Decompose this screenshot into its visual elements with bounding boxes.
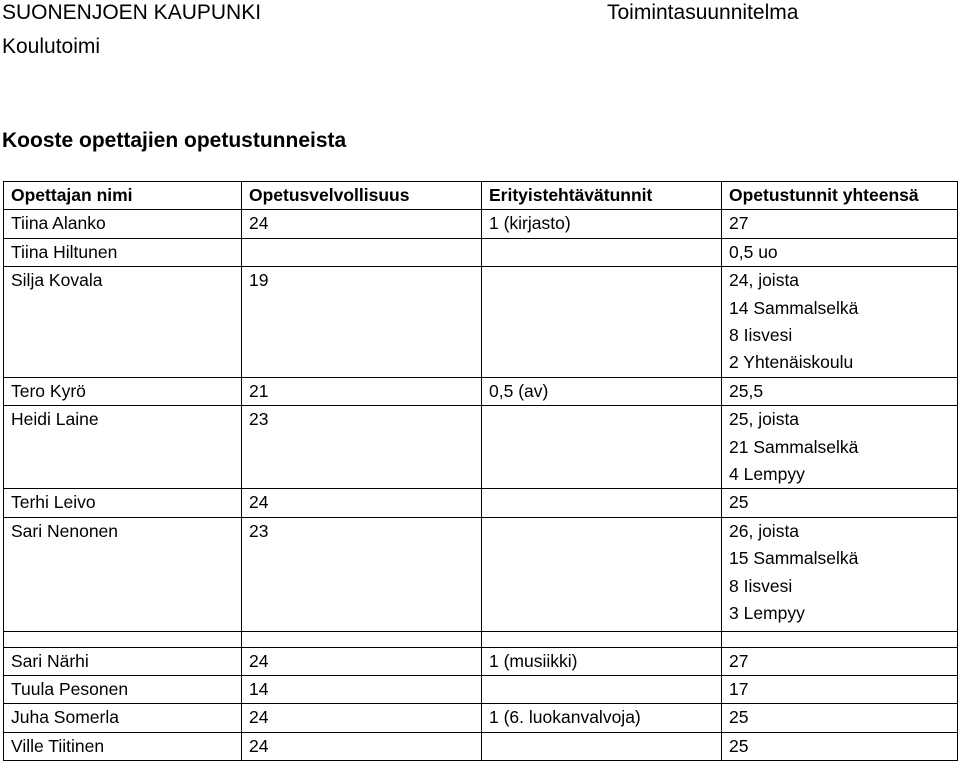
cell-teacher-name: Tuula Pesonen xyxy=(4,675,242,703)
column-header-special-duties: Erityistehtävätunnit xyxy=(482,182,722,210)
table-row xyxy=(4,732,958,760)
cell-total-hours xyxy=(722,647,958,675)
table-row xyxy=(4,210,958,238)
cell-total-hours xyxy=(722,489,958,517)
cell-special-duties: 0,5 (av) xyxy=(482,377,722,405)
cell-teacher-name: Silja Kovala xyxy=(4,267,242,378)
document-title: Kooste opettajien opetustunneista xyxy=(2,129,347,152)
total-line: 24, joista xyxy=(729,270,800,291)
total-line: 25 xyxy=(729,735,749,756)
cell-obligation: 21 xyxy=(242,377,482,405)
column-header-name: Opettajan nimi xyxy=(4,182,242,210)
total-line: 25, joista xyxy=(729,409,800,430)
total-breakdown-line: 14 Sammalselkä xyxy=(729,297,859,318)
cell-teacher-name: Ville Tiitinen xyxy=(4,732,242,760)
teaching-hours-table xyxy=(3,181,958,761)
cell-teacher-name: Terhi Leivo xyxy=(4,489,242,517)
cell-obligation: 24 xyxy=(242,210,482,238)
spacer-cell xyxy=(482,631,722,647)
table-row xyxy=(4,647,958,675)
cell-special-duties: 1 (kirjasto) xyxy=(482,210,722,238)
table-row xyxy=(4,517,958,631)
cell-total-hours xyxy=(722,377,958,405)
total-line: 0,5 uo xyxy=(729,241,778,262)
cell-total-hours xyxy=(722,675,958,703)
total-breakdown-line: 15 Sammalselkä xyxy=(729,548,859,569)
cell-obligation: 19 xyxy=(242,267,482,378)
cell-total-hours xyxy=(722,732,958,760)
cell-special-duties xyxy=(482,406,722,489)
table-spacer-row xyxy=(4,631,958,647)
cell-obligation: 23 xyxy=(242,406,482,489)
cell-special-duties: 1 (musiikki) xyxy=(482,647,722,675)
cell-total-hours xyxy=(722,210,958,238)
total-breakdown-line: 8 Iisvesi xyxy=(729,575,793,596)
cell-teacher-name: Heidi Laine xyxy=(4,406,242,489)
cell-total-hours xyxy=(722,517,958,631)
table-row xyxy=(4,489,958,517)
cell-teacher-name: Tero Kyrö xyxy=(4,377,242,405)
cell-teacher-name: Sari Nenonen xyxy=(4,517,242,631)
cell-special-duties xyxy=(482,267,722,378)
total-breakdown-line: 2 Yhtenäiskoulu xyxy=(729,352,854,373)
cell-teacher-name: Juha Somerla xyxy=(4,704,242,732)
cell-obligation: 24 xyxy=(242,647,482,675)
column-header-obligation: Opetusvelvollisuus xyxy=(242,182,482,210)
cell-obligation: 24 xyxy=(242,704,482,732)
cell-teacher-name: Sari Närhi xyxy=(4,647,242,675)
table-row xyxy=(4,704,958,732)
table-row xyxy=(4,238,958,266)
cell-special-duties xyxy=(482,517,722,631)
cell-total-hours xyxy=(722,704,958,732)
cell-total-hours xyxy=(722,267,958,378)
department-name: Koulutoimi xyxy=(2,35,101,58)
total-line: 27 xyxy=(729,650,749,671)
cell-obligation: 14 xyxy=(242,675,482,703)
cell-total-hours xyxy=(722,406,958,489)
total-breakdown-line: 4 Lempyy xyxy=(729,464,805,485)
table-row xyxy=(4,406,958,489)
spacer-cell xyxy=(4,631,242,647)
cell-total-hours xyxy=(722,238,958,266)
table-row xyxy=(4,675,958,703)
cell-obligation xyxy=(242,238,482,266)
total-line: 27 xyxy=(729,213,749,234)
total-line: 17 xyxy=(729,678,749,699)
total-line: 25 xyxy=(729,707,749,728)
cell-teacher-name: Tiina Alanko xyxy=(4,210,242,238)
total-line: 25 xyxy=(729,492,749,513)
spacer-cell xyxy=(722,631,958,647)
total-line: 26, joista xyxy=(729,520,800,541)
total-breakdown-line: 3 Lempyy xyxy=(729,603,805,624)
cell-special-duties xyxy=(482,238,722,266)
cell-obligation: 23 xyxy=(242,517,482,631)
spacer-cell xyxy=(242,631,482,647)
cell-special-duties: 1 (6. luokanvalvoja) xyxy=(482,704,722,732)
table-row xyxy=(4,267,958,378)
total-line: 25,5 xyxy=(729,380,764,401)
cell-obligation: 24 xyxy=(242,732,482,760)
total-breakdown-line: 8 Iisvesi xyxy=(729,325,793,346)
cell-teacher-name: Tiina Hiltunen xyxy=(4,238,242,266)
cell-special-duties xyxy=(482,732,722,760)
table-row xyxy=(4,377,958,405)
cell-special-duties xyxy=(482,489,722,517)
document-type: Toimintasuunnitelma xyxy=(607,1,799,24)
cell-obligation: 24 xyxy=(242,489,482,517)
cell-special-duties xyxy=(482,675,722,703)
table-header-row xyxy=(4,182,958,210)
total-breakdown-line: 21 Sammalselkä xyxy=(729,436,859,457)
column-header-total-hours: Opetustunnit yhteensä xyxy=(722,182,958,210)
organization-name: SUONENJOEN KAUPUNKI xyxy=(2,1,262,24)
